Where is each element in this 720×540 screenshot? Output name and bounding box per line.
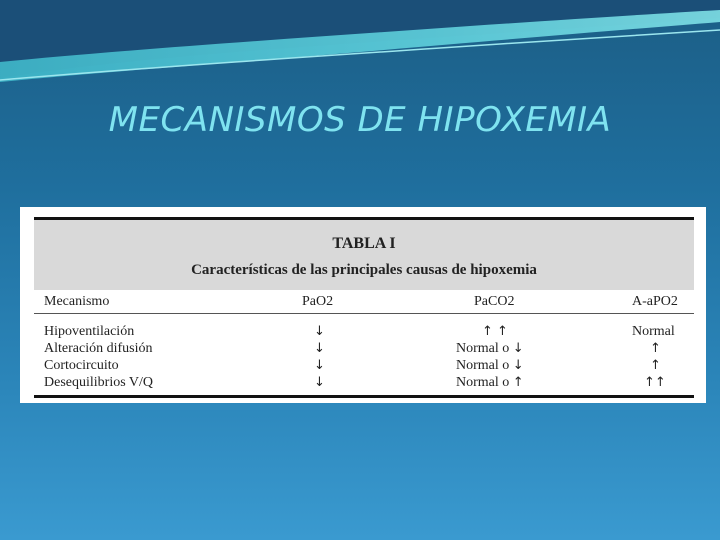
column-header-paco2: PaCO2	[474, 294, 515, 309]
decorative-header-wave	[0, 0, 720, 95]
row-label: Hipoventilación	[44, 324, 135, 339]
paco2-value	[456, 340, 524, 357]
a-apo2-value: Normal	[632, 324, 675, 339]
column-header-mecanismo: Mecanismo	[44, 294, 110, 309]
table-bottom-rule	[34, 395, 694, 398]
paco2-text: Normal o	[456, 341, 510, 356]
table-header-band	[34, 217, 694, 290]
paco2-value	[456, 357, 524, 374]
table-subtitle: Características de las principales causas de hipoxemia	[191, 262, 537, 278]
table-title: TABLA I	[332, 235, 396, 252]
row-label: Cortocircuito	[44, 358, 119, 373]
table-content	[34, 217, 694, 399]
paco2-down-arrow-icon: ↓	[512, 358, 524, 373]
a-apo2-up-arrow-icon: ↑	[650, 341, 661, 356]
paco2-value	[482, 323, 508, 340]
row-label: Desequilibrios V/Q	[44, 375, 154, 390]
paco2-text: Normal o	[456, 358, 510, 373]
row-label: Alteración difusión	[44, 341, 153, 356]
pao2-down-arrow-icon: ↓	[314, 358, 325, 373]
column-header-pao2: PaO2	[302, 294, 334, 309]
a-apo2-up-arrow-icon: ↑	[650, 358, 661, 373]
paco2-up-arrows-icon: ↑ ↑	[482, 324, 508, 339]
hypoxemia-table-image	[20, 207, 706, 403]
pao2-down-arrow-icon: ↓	[314, 375, 325, 390]
paco2-text: Normal o	[456, 375, 510, 390]
paco2-down-arrow-icon: ↓	[512, 341, 524, 356]
slide-title: MECANISMOS DE HIPOXEMIA	[108, 100, 612, 140]
pao2-down-arrow-icon: ↓	[314, 324, 325, 339]
paco2-up-arrow-icon: ↑	[512, 375, 524, 390]
pao2-down-arrow-icon: ↓	[314, 341, 325, 356]
a-apo2-double-up-arrow-icon: ↑↑	[644, 375, 666, 390]
header-rule	[34, 313, 694, 314]
paco2-value	[456, 374, 524, 391]
column-header-a-apo2: A-aPO2	[632, 294, 678, 309]
